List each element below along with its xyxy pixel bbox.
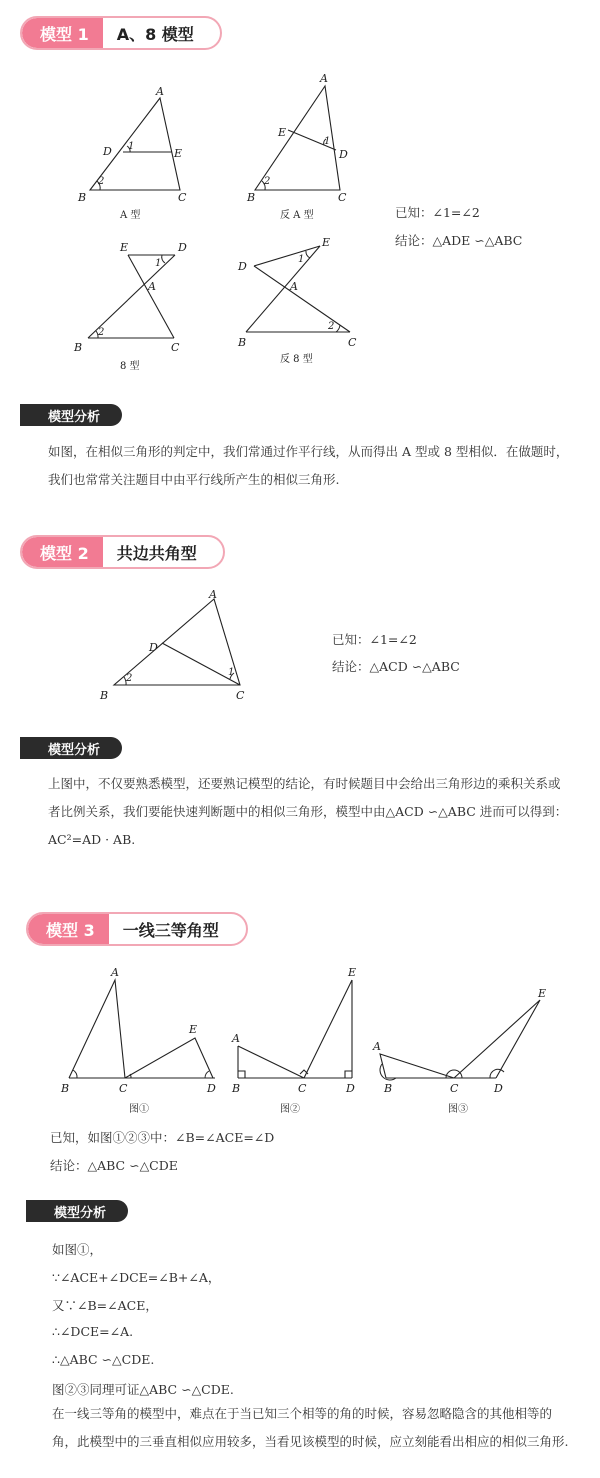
fig-ra-label-A: A [320,72,328,85]
model2-label-D: D [149,641,158,654]
fig-ra-label-D: D [339,148,348,161]
f1-label-C: C [119,1082,128,1095]
model3-analysis-text: 在一线三等角的模型中，难点在于当已知三个相等的角的时候，容易忽略隐含的其他相等的角，此模型中的三垂直相似应用较多，当看见该模型的时候，应立刻能看出相应的相似三角形. [52,1406,569,1449]
model2-conclusion: 结论：△ACD ∽△ABC [332,659,460,674]
figure-model2 [96,585,266,715]
f1-label-D: D [207,1082,216,1095]
fig-r8-label-2: 2 [328,321,335,332]
fig-a-label-E: E [174,147,183,160]
model1-conclusion: 结论：△ADE ∽△ABC [395,233,523,248]
fig-a-caption: A 型 [120,210,141,221]
f2-label-B: B [232,1082,241,1095]
f3-label-A: A [373,1040,381,1053]
fig-a-label-2: 2 [98,176,105,187]
f3-label-B: B [384,1082,393,1095]
fig-8-label-B: B [74,341,83,354]
fig-a-label-1: 1 [128,141,135,152]
fig-ra-label-2: 2 [264,176,271,187]
proof-line-2: ∵∠ACE+∠DCE=∠B+∠A， [52,1270,221,1285]
model1-title: A、8 模型 [116,24,194,44]
figure-8-type [70,238,200,378]
model2-analysis-tag: 模型分析 [20,737,122,759]
model3-analysis-tag: 模型分析 [26,1200,128,1222]
fig-8-label-2: 2 [98,327,105,338]
f3-label-E: E [538,987,547,1000]
model3-title: 一线三等角型 [122,920,219,940]
figure-a-type [70,80,200,230]
proof-line-1: 如图①， [52,1242,103,1257]
model2-label-1: 1 [228,667,235,678]
model1-analysis-tag: 模型分析 [20,404,122,426]
fig-r8-label-A: A [290,280,298,293]
model2-number: 模型 2 [22,537,103,567]
model1-known: 已知：∠1=∠2 [395,205,480,220]
fig-8-label-A: A [148,280,156,293]
model3-known: 已知，如图①②③中：∠B=∠ACE=∠D [50,1130,275,1145]
f2-label-A: A [232,1032,240,1045]
model1-header [20,16,222,50]
f3-label-C: C [450,1082,459,1095]
fig-8-label-E: E [120,241,129,254]
model1-analysis-text: 如图，在相似三角形的判定中，我们常通过作平行线，从而得出 A 型或 8 型相似．在做题时，我们也常常关注题目中由平行线所产生的相似三角形. [48,444,569,487]
model2-label-2: 2 [126,673,133,684]
fig-ra-label-C: C [338,191,347,204]
model2-title: 共边共角型 [116,543,197,563]
model2-label-A: A [209,588,217,601]
model3-header [26,912,248,946]
model2-label-B: B [100,689,109,702]
proof-line-5: ∴△ABC ∽△CDE. [52,1352,155,1367]
f3-label-D: D [494,1082,503,1095]
fig-8-label-D: D [178,241,187,254]
fig-r8-label-C: C [348,336,357,349]
fig-r8-caption: 反 8 型 [280,354,313,365]
fig-r8-label-E: E [322,236,331,249]
figure-model3-2 [228,960,368,1120]
fig-a-label-A: A [156,85,164,98]
fig-8-label-C: C [171,341,180,354]
model2-known: 已知：∠1=∠2 [332,632,417,647]
figure-model3-3 [370,960,560,1120]
f1-label-E: E [189,1023,198,1036]
f1-label-B: B [61,1082,70,1095]
f2-caption: 图② [280,1104,300,1115]
model2-label-C: C [236,689,245,702]
fig-ra-label-B: B [247,191,256,204]
fig-a-label-B: B [78,191,87,204]
figure-reverse-8-type [232,232,372,372]
f2-label-C: C [298,1082,307,1095]
fig-8-caption: 8 型 [120,361,140,372]
fig-a-label-D: D [103,145,112,158]
model1-number: 模型 1 [22,18,103,48]
model2-header [20,535,225,569]
f1-caption: 图① [129,1104,149,1115]
fig-ra-label-1: 1 [324,136,331,147]
model2-analysis-text: 上图中，不仅要熟悉模型，还要熟记模型的结论，有时候题目中会给出三角形边的乘积关系或者比例关系，我们要能快速判断题中的相似三角形，模型中由△ACD ∽△ABC 进而可以得到：AC²=AD · AB. [48,776,568,847]
fig-r8-label-B: B [238,336,247,349]
proof-line-4: ∴∠DCE=∠A. [52,1324,134,1339]
fig-r8-label-D: D [238,260,247,273]
model3-conclusion: 结论：△ABC ∽△CDE [50,1158,178,1173]
f3-caption: 图③ [448,1104,468,1115]
fig-ra-caption: 反 A 型 [280,210,314,221]
fig-a-label-C: C [178,191,187,204]
fig-ra-label-E: E [278,126,287,139]
model3-number: 模型 3 [28,914,109,944]
figure-reverse-a-type [240,72,370,230]
fig-r8-label-1: 1 [298,254,305,265]
figure-model3-1 [55,960,225,1120]
fig-8-label-1: 1 [155,258,162,269]
f1-label-A: A [111,966,119,979]
proof-line-6: 图②③同理可证△ABC ∽△CDE. [52,1382,234,1397]
f2-label-D: D [346,1082,355,1095]
f2-label-E: E [348,966,357,979]
proof-line-3: 又∵∠B=∠ACE， [52,1298,158,1313]
